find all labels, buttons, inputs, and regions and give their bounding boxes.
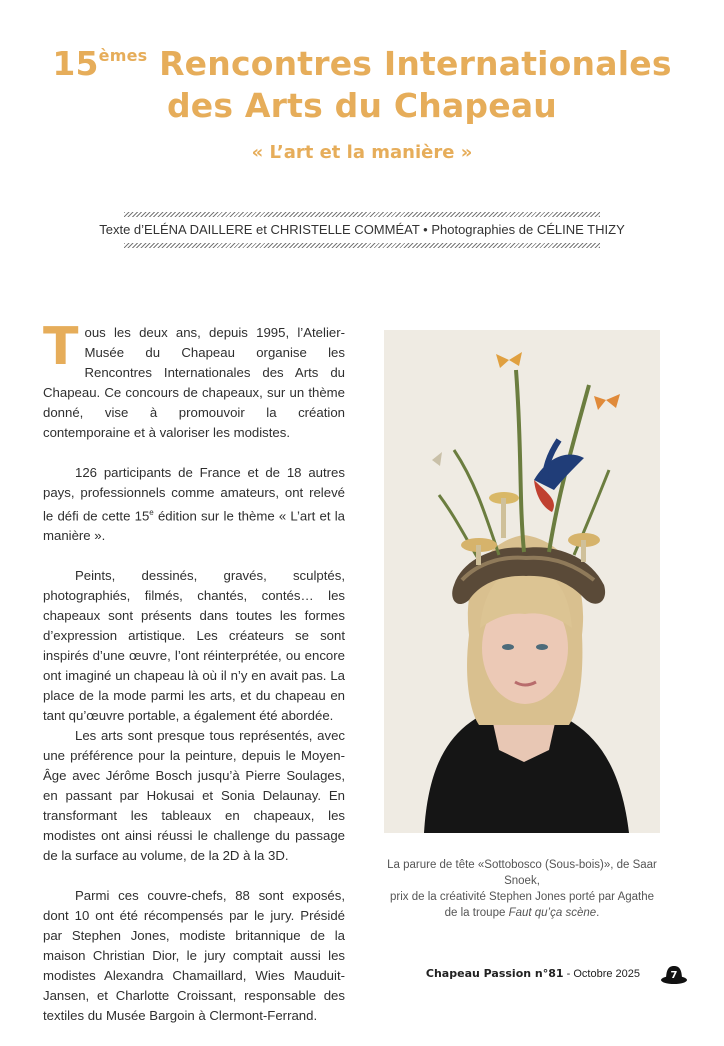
caption-line-1: La parure de tête «Sottobosco (Sous-bois)», de Saar Snoek, xyxy=(387,859,657,887)
paragraph-2-text-a: 126 participants de France et de 18 autres pays, professionnels comme amateurs, ont relevé le défi de cette 15 xyxy=(43,465,345,524)
paragraph-2-text-b: édition sur le thème « L’art et la manière ». xyxy=(43,508,345,544)
footer-date: Octobre 2025 xyxy=(573,968,640,980)
title-ordinal: èmes xyxy=(98,46,148,65)
article-title-line2: des Arts du Chapeau xyxy=(166,86,557,125)
footer-separator: - xyxy=(563,968,574,980)
article-title-line1 xyxy=(0,44,724,83)
photo-caption xyxy=(384,857,660,921)
caption-line-3-prefix: de la troupe xyxy=(444,907,509,919)
title-text-1: Rencontres Internationales xyxy=(147,44,672,83)
paragraph-5: Parmi ces couvre-chefs, 88 sont exposés, dont 10 ont été récompensés par le jury. Présidé par Stephen Jones, modiste britannique de la maison Christian Dior, le jury comptait aussi les modistes Alexandra Chamaillard, Wies Mauduit-Jansen, et Charlotte Croissant, responsable des textiles du Musée Bargoin à Clermont-Ferrand. xyxy=(43,888,345,1024)
hat-photo xyxy=(384,330,660,833)
paragraph-1 xyxy=(43,317,345,443)
caption-italic: Faut qu’ça scène xyxy=(508,907,597,919)
page-number: 7 xyxy=(670,970,678,981)
paragraph-2 xyxy=(43,463,345,546)
paragraph-4: Les arts sont presque tous représentés, avec une préférence pour la peinture, depuis le Moyen-Âge avec Jérôme Bosch jusqu’à Pierre Soulages, en passant par Hokusai et Sonia Delaunay. En transformant les tableaux en chapeaux, les modistes ont ainsi réussi le challenge du passage de la surface au volume, de la 2D à la 3D. xyxy=(43,728,345,864)
credits-line: Texte d’ELÉNA DAILLERE et CHRISTELLE COMMÉAT • Photographies de CÉLINE THIZY xyxy=(99,222,625,237)
page-number-hat-icon xyxy=(660,963,688,985)
page-footer xyxy=(426,967,640,980)
caption-line-3 xyxy=(384,905,660,921)
footer-magazine: Chapeau Passion n°81 xyxy=(425,967,564,980)
article-body xyxy=(43,317,345,1046)
drop-cap: T xyxy=(43,317,79,377)
paragraph-1-text: ous les deux ans, depuis 1995, l’Atelier-Musée du Chapeau organise les Rencontres Internationales des Arts du Chapeau. Ce concours de chapeaux, sur un thème donné, vise à promouvoir la création contemporaine et à valoriser les modistes. xyxy=(43,325,345,440)
title-number: 15 xyxy=(52,44,99,83)
paragraph-2-sup: e xyxy=(149,508,154,517)
hatched-divider-bottom xyxy=(124,243,600,248)
article-subtitle: « L’art et la manière » xyxy=(251,142,473,163)
caption-line-3-suffix: . xyxy=(596,907,600,919)
caption-line-2: prix de la créativité Stephen Jones porté par Agathe xyxy=(389,891,655,903)
paragraph-3: Peints, dessinés, gravés, sculptés, photographiés, filmés, chantés, contés… les chapeaux sont présents dans toutes les formes d’expression artistique. Les créateurs se sont inspirés d’une œuvre, l’ont réinterprétée, ou encore ont imaginé un chapeau là où il n’y en avait pas. La place de la mode parmi les arts, et du chapeau en tant qu’œuvre portable, a également été abordée. xyxy=(43,568,345,724)
hatched-divider-top xyxy=(124,212,600,217)
